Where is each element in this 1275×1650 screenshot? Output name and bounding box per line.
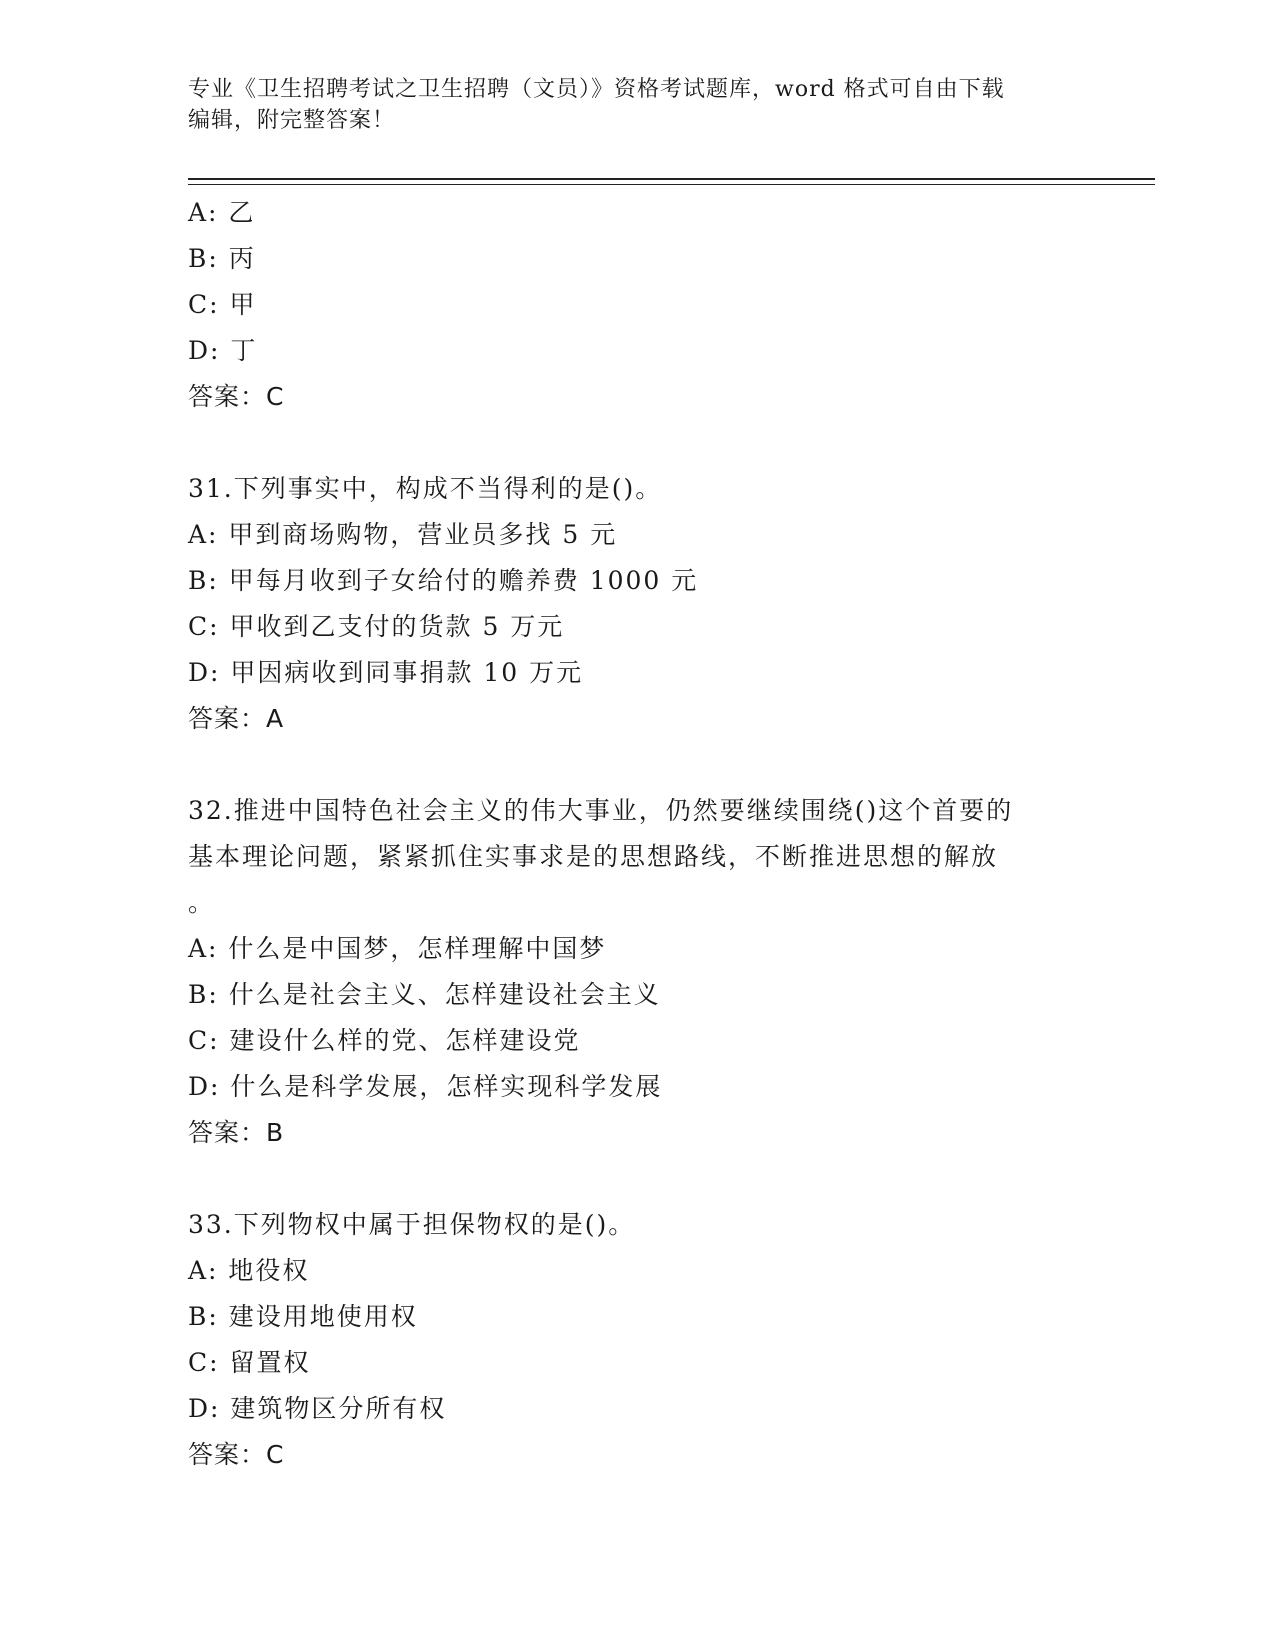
question-32 — [188, 788, 1078, 1156]
answer-line: 答案：C — [188, 1440, 285, 1469]
option-b: B: 什么是社会主义、怎样建设社会主义 — [188, 980, 661, 1009]
option-c: C: 甲 — [188, 290, 257, 319]
answer-line: 答案：C — [188, 382, 285, 411]
question-33 — [188, 1202, 1078, 1478]
header-divider-thin — [188, 184, 1155, 185]
option-c: C: 建设什么样的党、怎样建设党 — [188, 1026, 581, 1055]
question-stem-line-2: 基本理论问题，紧紧抓住实事求是的思想路线，不断推进思想的解放 — [188, 842, 999, 871]
question-30 — [188, 190, 1078, 420]
option-a: A: 乙 — [188, 198, 256, 227]
option-d: D: 什么是科学发展，怎样实现科学发展 — [188, 1072, 663, 1101]
question-stem: 33.下列物权中属于担保物权的是()。 — [188, 1210, 636, 1239]
question-stem-line-1: 32.推进中国特色社会主义的伟大事业，仍然要继续围绕()这个首要的 — [188, 796, 1014, 825]
option-a: A: 地役权 — [188, 1256, 310, 1285]
header-line-1: 专业《卫生招聘考试之卫生招聘（文员）》资格考试题库，word 格式可自由下载 — [188, 77, 1005, 102]
option-a: A: 甲到商场购物，营业员多找 5 元 — [188, 520, 618, 549]
option-b: B: 甲每月收到子女给付的赡养费 1000 元 — [188, 566, 699, 595]
question-spacer — [188, 742, 1078, 788]
option-d: D: 甲因病收到同事捐款 10 万元 — [188, 658, 584, 687]
question-stem-line-3: 。 — [188, 888, 216, 917]
answer-line: 答案：B — [188, 1118, 285, 1147]
option-c: C: 甲收到乙支付的货款 5 万元 — [188, 612, 565, 641]
option-d: D: 丁 — [188, 336, 258, 365]
option-b: B: 建设用地使用权 — [188, 1302, 418, 1331]
header-divider-thick — [188, 178, 1155, 180]
question-list — [188, 190, 1078, 1478]
option-a: A: 什么是中国梦，怎样理解中国梦 — [188, 934, 607, 963]
option-d: D: 建筑物区分所有权 — [188, 1394, 447, 1423]
document-header — [188, 74, 1078, 136]
option-b: B: 丙 — [188, 244, 256, 273]
option-c: C: 留置权 — [188, 1348, 311, 1377]
question-spacer — [188, 1156, 1078, 1202]
question-31 — [188, 466, 1078, 742]
header-line-2: 编辑，附完整答案！ — [188, 108, 396, 133]
answer-line: 答案：A — [188, 704, 285, 733]
question-stem: 31.下列事实中，构成不当得利的是()。 — [188, 474, 663, 503]
question-spacer — [188, 420, 1078, 466]
